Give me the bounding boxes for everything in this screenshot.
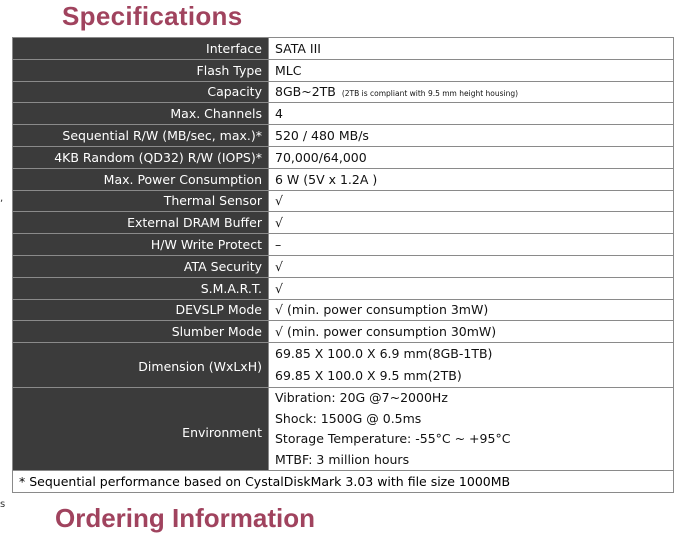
table-row — [13, 81, 674, 103]
table-row — [13, 212, 674, 234]
row-value: √ (min. power consumption 30mW) — [269, 321, 674, 343]
table-row — [13, 234, 674, 256]
row-value: √ — [269, 212, 674, 234]
row-label: Slumber Mode — [13, 321, 269, 343]
environment-line: Storage Temperature: -55°C ~ +95°C — [275, 431, 511, 447]
table-row — [13, 388, 674, 471]
dimension-label: Dimension (WxLxH) — [13, 343, 269, 388]
row-label: S.M.A.R.T. — [13, 277, 269, 299]
capacity-value: 8GB~2TB — [275, 84, 336, 100]
dimension-value — [269, 343, 674, 388]
dimension-line: 69.85 X 100.0 X 6.9 mm(8GB-1TB) — [275, 346, 493, 362]
environment-label: Environment — [13, 388, 269, 471]
table-row — [13, 343, 674, 388]
dimension-line: 69.85 X 100.0 X 9.5 mm(2TB) — [275, 368, 462, 384]
row-value: MLC — [269, 59, 674, 81]
capacity-note: (2TB is compliant with 9.5 mm height housing) — [341, 89, 519, 99]
row-value: 4 — [269, 103, 674, 125]
row-value: – — [269, 234, 674, 256]
row-label: ATA Security — [13, 255, 269, 277]
row-value: √ — [269, 190, 674, 212]
row-label: 4KB Random (QD32) R/W (IOPS)* — [13, 146, 269, 168]
table-row — [13, 125, 674, 147]
margin-mark: s — [0, 499, 6, 510]
footnote: * Sequential performance based on CystalDiskMark 3.03 with file size 1000MB — [13, 471, 674, 493]
table-row — [13, 38, 674, 60]
row-label: Capacity — [13, 81, 269, 103]
row-label: Thermal Sensor — [13, 190, 269, 212]
row-value: 6 W (5V x 1.2A ) — [269, 168, 674, 190]
table-row — [13, 277, 674, 299]
ordering-information-heading: Ordering Information — [55, 503, 315, 533]
row-label: External DRAM Buffer — [13, 212, 269, 234]
row-label: Flash Type — [13, 59, 269, 81]
row-value: √ — [269, 277, 674, 299]
row-label: Max. Channels — [13, 103, 269, 125]
row-label: Interface — [13, 38, 269, 60]
row-label: Sequential R/W (MB/sec, max.)* — [13, 125, 269, 147]
table-row — [13, 190, 674, 212]
row-value: √ (min. power consumption 3mW) — [269, 299, 674, 321]
table-row — [13, 168, 674, 190]
row-label: H/W Write Protect — [13, 234, 269, 256]
row-label: Max. Power Consumption — [13, 168, 269, 190]
row-label: DEVSLP Mode — [13, 299, 269, 321]
table-row — [13, 103, 674, 125]
table-row — [13, 321, 674, 343]
environment-line: Shock: 1500G @ 0.5ms — [275, 410, 422, 426]
table-row — [13, 59, 674, 81]
table-row — [13, 255, 674, 277]
row-value: 70,000/64,000 — [269, 146, 674, 168]
table-row — [13, 146, 674, 168]
environment-line: Vibration: 20G @7~2000Hz — [275, 390, 448, 406]
footnote-row — [13, 471, 674, 493]
specifications-table — [12, 37, 674, 493]
row-value: √ — [269, 255, 674, 277]
table-row — [13, 299, 674, 321]
environment-value — [269, 388, 674, 471]
page-title: Specifications — [62, 1, 243, 31]
environment-line: MTBF: 3 million hours — [275, 451, 410, 467]
row-value: SATA III — [269, 38, 674, 60]
margin-mark: , — [0, 193, 4, 204]
row-value — [269, 81, 674, 103]
row-value: 520 / 480 MB/s — [269, 125, 674, 147]
